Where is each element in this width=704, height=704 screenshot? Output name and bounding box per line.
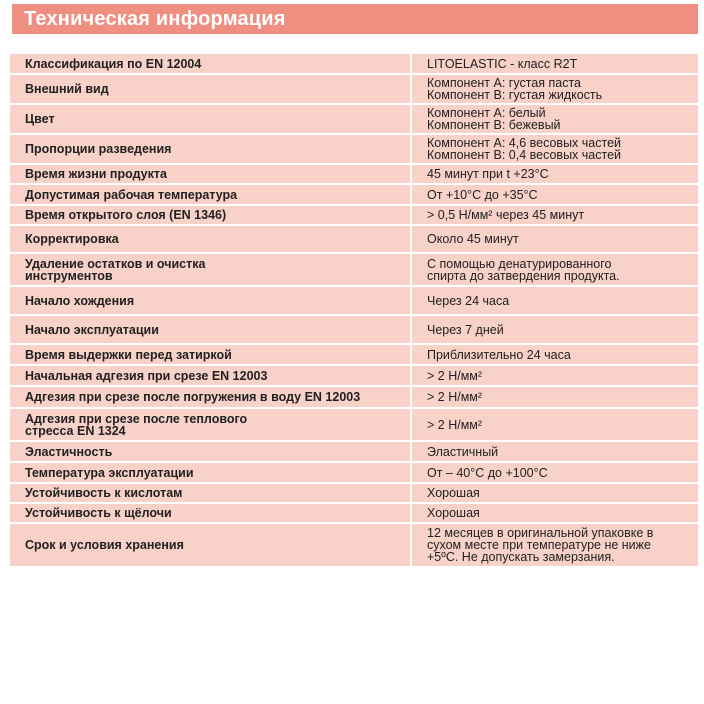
parameter-value: LITOELASTIC - класс R2T bbox=[411, 53, 698, 74]
section-title: Техническая информация bbox=[24, 7, 286, 30]
parameter-name: Срок и условия хранения bbox=[10, 523, 411, 567]
table-row bbox=[10, 441, 698, 462]
table-row bbox=[10, 184, 698, 205]
parameter-name: Классификация по EN 12004 bbox=[10, 53, 411, 74]
table-row bbox=[10, 344, 698, 365]
table-row bbox=[10, 365, 698, 386]
parameter-name: Начало хождения bbox=[10, 286, 411, 315]
table-row bbox=[10, 205, 698, 225]
parameter-value: От +10°С до +35°С bbox=[411, 184, 698, 205]
table-row bbox=[10, 164, 698, 184]
table-row bbox=[10, 315, 698, 344]
parameter-name: Корректировка bbox=[10, 225, 411, 253]
parameter-name: Адгезия при срезе после погружения в воду EN 12003 bbox=[10, 386, 411, 408]
parameter-value: Около 45 минут bbox=[411, 225, 698, 253]
parameter-value: Хорошая bbox=[411, 483, 698, 503]
parameter-value: 45 минут при t +23°С bbox=[411, 164, 698, 184]
parameter-value: Компонент А: белый Компонент В: бежевый bbox=[411, 104, 698, 134]
table-row bbox=[10, 74, 698, 104]
table-row bbox=[10, 462, 698, 483]
parameter-name: Допустимая рабочая температура bbox=[10, 184, 411, 205]
parameter-name: Внешний вид bbox=[10, 74, 411, 104]
parameter-value: От – 40°С до +100°С bbox=[411, 462, 698, 483]
parameter-name: Начало эксплуатации bbox=[10, 315, 411, 344]
parameter-name: Время жизни продукта bbox=[10, 164, 411, 184]
section-header bbox=[12, 4, 698, 34]
parameter-value: > 2 Н/мм² bbox=[411, 365, 698, 386]
parameter-value: Компонент А: 4,6 весовых частей Компонент В: 0,4 весовых частей bbox=[411, 134, 698, 164]
parameter-name: Время открытого слоя (EN 1346) bbox=[10, 205, 411, 225]
tech-info-table-body bbox=[10, 53, 698, 567]
tech-info-table bbox=[10, 52, 698, 568]
table-row bbox=[10, 286, 698, 315]
parameter-name: Эластичность bbox=[10, 441, 411, 462]
parameter-name: Начальная адгезия при срезе EN 12003 bbox=[10, 365, 411, 386]
parameter-name: Устойчивость к кислотам bbox=[10, 483, 411, 503]
table-row bbox=[10, 253, 698, 286]
parameter-value: Через 7 дней bbox=[411, 315, 698, 344]
parameter-value: Компонент А: густая паста Компонент В: густая жидкость bbox=[411, 74, 698, 104]
parameter-name: Удаление остатков и очистка инструментов bbox=[10, 253, 411, 286]
parameter-value: Эластичный bbox=[411, 441, 698, 462]
table-row bbox=[10, 523, 698, 567]
parameter-value: Хорошая bbox=[411, 503, 698, 523]
table-row bbox=[10, 483, 698, 503]
table-row bbox=[10, 386, 698, 408]
table-row bbox=[10, 53, 698, 74]
parameter-name: Устойчивость к щёлочи bbox=[10, 503, 411, 523]
parameter-name: Температура эксплуатации bbox=[10, 462, 411, 483]
parameter-value: Через 24 часа bbox=[411, 286, 698, 315]
table-row bbox=[10, 134, 698, 164]
parameter-name: Адгезия при срезе после теплового стресса EN 1324 bbox=[10, 408, 411, 441]
table-row bbox=[10, 225, 698, 253]
parameter-value: > 2 Н/мм² bbox=[411, 408, 698, 441]
parameter-value: > 2 Н/мм² bbox=[411, 386, 698, 408]
parameter-value: > 0,5 Н/мм² через 45 минут bbox=[411, 205, 698, 225]
parameter-name: Цвет bbox=[10, 104, 411, 134]
parameter-name: Пропорции разведения bbox=[10, 134, 411, 164]
parameter-value: 12 месяцев в оригинальной упаковке в сухом месте при температуре не ниже +5ºС. Не допускать замерзания. bbox=[411, 523, 698, 567]
parameter-value: С помощью денатурированного спирта до затвердения продукта. bbox=[411, 253, 698, 286]
parameter-name: Время выдержки перед затиркой bbox=[10, 344, 411, 365]
parameter-value: Приблизительно 24 часа bbox=[411, 344, 698, 365]
table-row bbox=[10, 408, 698, 441]
table-row bbox=[10, 104, 698, 134]
table-row bbox=[10, 503, 698, 523]
